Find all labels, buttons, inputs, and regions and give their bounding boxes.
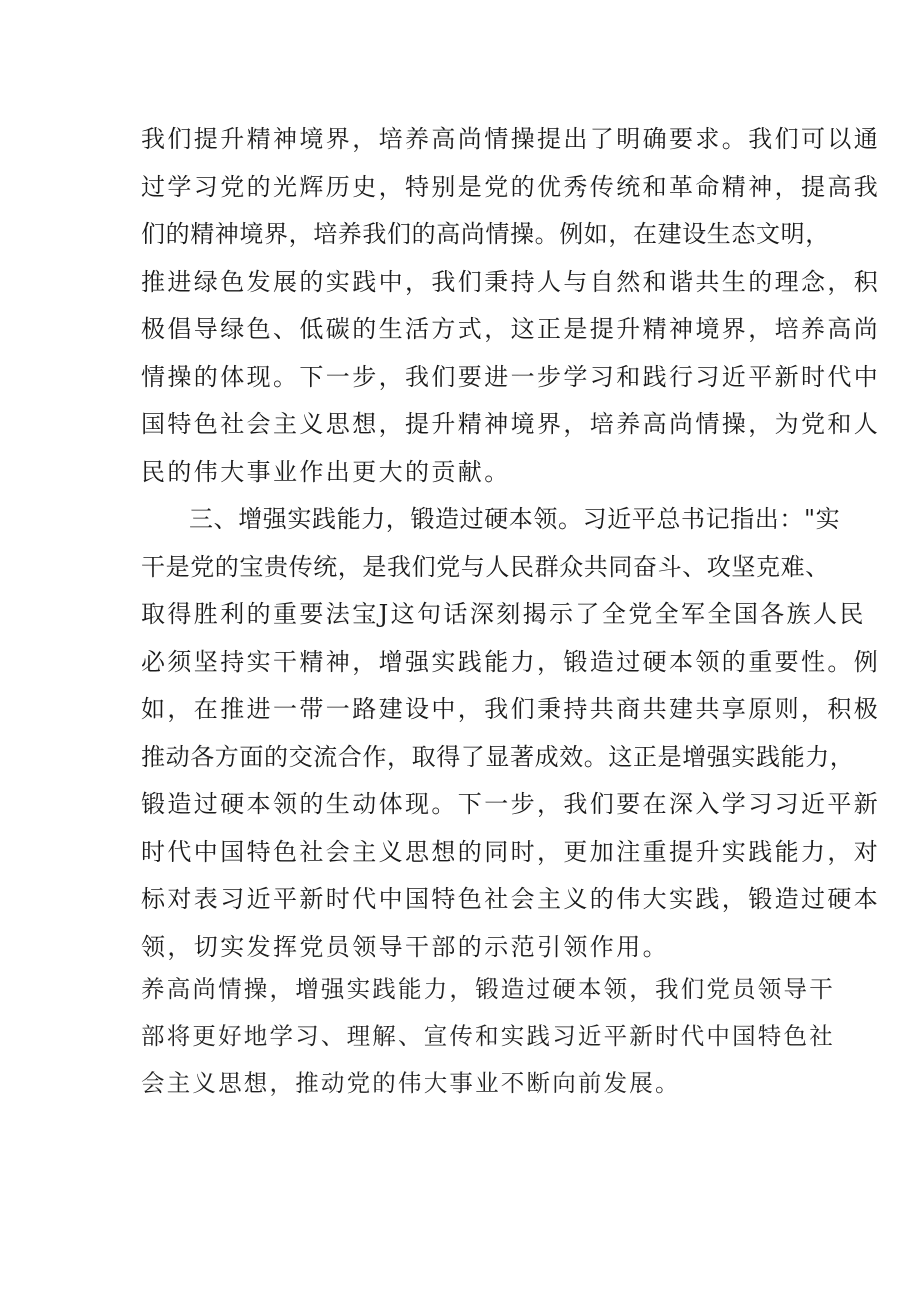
section-heading-line: 三、增强实践能力，锻造过硬本领。习近平总书记指出："实 bbox=[189, 505, 841, 533]
text-line: 情操的体现。下一步，我们要进一步学习和践行习近平新时代中 bbox=[141, 362, 881, 391]
text-line: 锻造过硬本领的生动体现。下一步，我们要在深入学习习近平新 bbox=[141, 790, 881, 818]
text-line: 如，在推进一带一路建设中，我们秉持共商共建共享原则，积极 bbox=[141, 695, 881, 723]
text-line: 标对表习近平新时代中国特色社会主义的伟大实践，锻造过硬本 bbox=[141, 885, 881, 913]
text-line: 极倡导绿色、低碳的生活方式，这正是提升精神境界，培养高尚 bbox=[141, 315, 881, 343]
text-line: 国特色社会主义思想，提升精神境界，培养高尚情操，为党和人 bbox=[141, 410, 881, 438]
text-line: 时代中国特色社会主义思想的同时，更加注重提升实践能力，对 bbox=[141, 837, 881, 866]
text-line: 民的伟大事业作出更大的贡献。 bbox=[141, 457, 511, 486]
text-line: 过学习党的光辉历史，特别是党的优秀传统和革命精神，提高我 bbox=[141, 172, 881, 201]
text-line: 我们提升精神境界，培养高尚情操提出了明确要求。我们可以通 bbox=[141, 125, 881, 153]
body-text-main bbox=[141, 116, 881, 971]
text-line: 会主义思想，推动党的伟大事业不断向前发展。 bbox=[141, 1069, 681, 1097]
text-line: 部将更好地学习、理解、宣传和实践习近平新时代中国特色社 bbox=[141, 1022, 835, 1050]
text-line: 推动各方面的交流合作，取得了显著成效。这正是增强实践能力， bbox=[141, 742, 855, 771]
text-line: 推进绿色发展的实践中，我们秉持人与自然和谐共生的理念，积 bbox=[141, 267, 881, 296]
text-line: 干是党的宝贵传统，是我们党与人民群众共同奋斗、攻坚克难、 bbox=[141, 552, 830, 581]
text-line: 必须坚持实干精神，增强实践能力，锻造过硬本领的重要性。例 bbox=[141, 647, 881, 676]
body-text-summary bbox=[141, 966, 835, 1107]
text-line: 养高尚情操，增强实践能力，锻造过硬本领，我们党员领导干 bbox=[141, 975, 835, 1003]
text-line: 取得胜利的重要法宝J这句话深刻揭示了全党全军全国各族人民 bbox=[141, 600, 866, 628]
text-line: 领，切实发挥党员领导干部的示范引领作用。 bbox=[141, 932, 669, 961]
text-line: 们的精神境界，培养我们的高尚情操。例如，在建设生态文明， bbox=[141, 220, 830, 248]
